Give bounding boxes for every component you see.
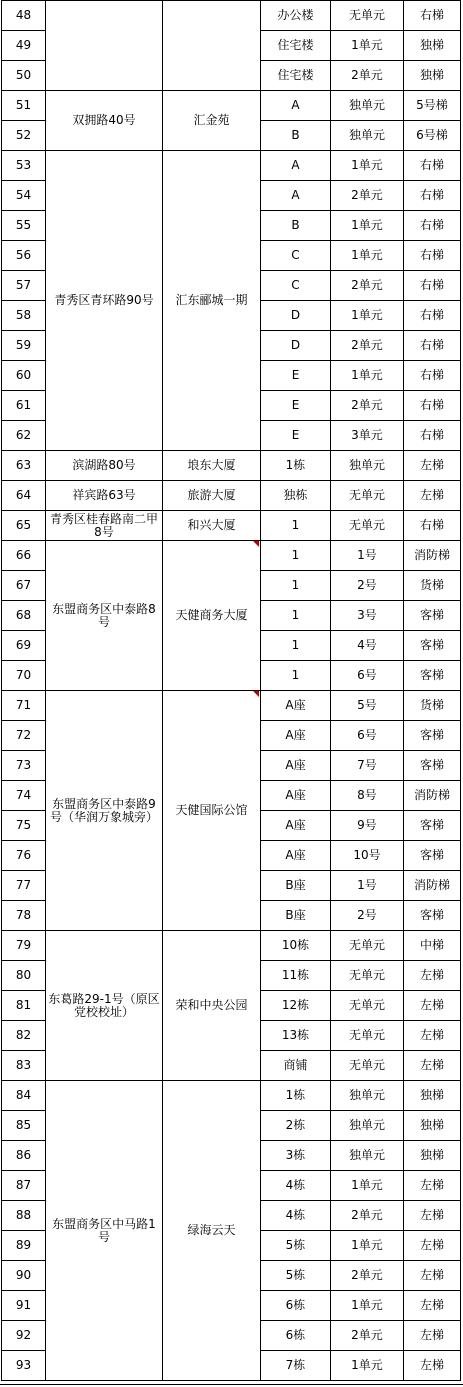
elevator-type-cell[interactable]: 5号梯	[404, 91, 461, 121]
elevator-type-cell[interactable]: 左梯	[404, 1321, 461, 1351]
unit-cell[interactable]: 1单元	[331, 1231, 404, 1261]
block-cell[interactable]: 6栋	[261, 1321, 331, 1351]
unit-cell[interactable]: 无单元	[331, 991, 404, 1021]
table-row	[2, 481, 461, 511]
comment-marker-icon	[253, 541, 259, 547]
block-cell[interactable]: 住宅楼	[261, 61, 331, 91]
block-cell[interactable]: E	[261, 361, 331, 391]
elevator-type-cell[interactable]: 中梯	[404, 931, 461, 961]
block-cell[interactable]: 1栋	[261, 451, 331, 481]
row-number-cell[interactable]: 68	[2, 601, 46, 631]
elevator-type-cell[interactable]: 右梯	[404, 151, 461, 181]
elevator-type-cell[interactable]: 左梯	[404, 1051, 461, 1081]
row-number-cell[interactable]: 74	[2, 781, 46, 811]
elevator-type-cell[interactable]: 右梯	[404, 361, 461, 391]
block-cell[interactable]: E	[261, 391, 331, 421]
row-number-cell[interactable]: 63	[2, 451, 46, 481]
row-number-cell[interactable]: 71	[2, 691, 46, 721]
block-cell[interactable]: A座	[261, 841, 331, 871]
row-number-cell[interactable]: 67	[2, 571, 46, 601]
row-number-cell[interactable]: 64	[2, 481, 46, 511]
row-number-cell[interactable]: 59	[2, 331, 46, 361]
elevator-type-cell[interactable]: 6号梯	[404, 121, 461, 151]
unit-cell[interactable]: 1号	[331, 541, 404, 571]
block-cell[interactable]: A	[261, 151, 331, 181]
elevator-type-cell[interactable]: 左梯	[404, 1351, 461, 1381]
block-cell[interactable]: 12栋	[261, 991, 331, 1021]
table-row	[2, 541, 461, 571]
block-cell[interactable]: A座	[261, 781, 331, 811]
unit-cell[interactable]: 1单元	[331, 241, 404, 271]
row-number-cell[interactable]: 73	[2, 751, 46, 781]
unit-cell[interactable]: 10号	[331, 841, 404, 871]
elevator-type-cell[interactable]: 左梯	[404, 961, 461, 991]
row-number-cell[interactable]: 81	[2, 991, 46, 1021]
block-cell[interactable]: 1	[261, 661, 331, 691]
block-cell[interactable]: A	[261, 181, 331, 211]
unit-cell[interactable]: 独单元	[331, 1111, 404, 1141]
block-cell[interactable]: A座	[261, 751, 331, 781]
unit-cell[interactable]: 3号	[331, 601, 404, 631]
unit-cell[interactable]: 无单元	[331, 1021, 404, 1051]
block-cell[interactable]: B座	[261, 871, 331, 901]
building-name-cell[interactable]: 天健国际公馆	[163, 691, 261, 931]
table-row	[2, 91, 461, 121]
building-name-cell[interactable]: 和兴大厦	[163, 511, 261, 541]
elevator-type-cell[interactable]: 左梯	[404, 1231, 461, 1261]
address-cell[interactable]: 东葛路29-1号（原区党校校址）	[46, 931, 163, 1081]
elevator-type-cell[interactable]: 客梯	[404, 631, 461, 661]
elevator-type-cell[interactable]: 客梯	[404, 661, 461, 691]
block-cell[interactable]: E	[261, 421, 331, 451]
row-number-cell[interactable]: 53	[2, 151, 46, 181]
block-cell[interactable]: 办公楼	[261, 1, 331, 31]
block-cell[interactable]: A座	[261, 811, 331, 841]
block-cell[interactable]: 5栋	[261, 1231, 331, 1261]
block-cell[interactable]: A座	[261, 691, 331, 721]
block-cell[interactable]: 10栋	[261, 931, 331, 961]
block-cell[interactable]: 1	[261, 511, 331, 541]
unit-cell[interactable]: 8号	[331, 781, 404, 811]
block-cell[interactable]: 6栋	[261, 1291, 331, 1321]
elevator-type-cell[interactable]: 独梯	[404, 1141, 461, 1171]
unit-cell[interactable]: 独单元	[331, 1141, 404, 1171]
block-cell[interactable]: 1	[261, 601, 331, 631]
unit-cell[interactable]: 2单元	[331, 61, 404, 91]
unit-cell[interactable]: 无单元	[331, 931, 404, 961]
building-name-cell[interactable]: 荣和中央公园	[163, 931, 261, 1081]
unit-cell[interactable]: 9号	[331, 811, 404, 841]
unit-cell[interactable]: 2单元	[331, 391, 404, 421]
elevator-type-cell[interactable]: 右梯	[404, 271, 461, 301]
elevator-type-cell[interactable]: 右梯	[404, 331, 461, 361]
unit-cell[interactable]: 独单元	[331, 451, 404, 481]
block-cell[interactable]: D	[261, 331, 331, 361]
block-cell[interactable]: 11栋	[261, 961, 331, 991]
table-row	[2, 151, 461, 181]
block-cell[interactable]: C	[261, 271, 331, 301]
elevator-type-cell[interactable]: 客梯	[404, 811, 461, 841]
row-number-cell[interactable]: 82	[2, 1021, 46, 1051]
row-number-cell[interactable]: 90	[2, 1261, 46, 1291]
unit-cell[interactable]: 2单元	[331, 181, 404, 211]
row-number-cell[interactable]: 66	[2, 541, 46, 571]
row-number-cell[interactable]: 87	[2, 1171, 46, 1201]
unit-cell[interactable]: 2单元	[331, 331, 404, 361]
elevator-type-cell[interactable]: 右梯	[404, 511, 461, 541]
divider	[0, 1384, 463, 1385]
row-number-cell[interactable]: 69	[2, 631, 46, 661]
unit-cell[interactable]: 2单元	[331, 1261, 404, 1291]
row-number-cell[interactable]: 61	[2, 391, 46, 421]
block-cell[interactable]: D	[261, 301, 331, 331]
address-cell[interactable]	[46, 1, 163, 91]
elevator-type-cell[interactable]: 独梯	[404, 31, 461, 61]
elevator-type-cell[interactable]: 客梯	[404, 721, 461, 751]
elevator-type-cell[interactable]: 客梯	[404, 901, 461, 931]
block-cell[interactable]: 独栋	[261, 481, 331, 511]
unit-cell[interactable]: 无单元	[331, 961, 404, 991]
elevator-type-cell[interactable]: 左梯	[404, 1291, 461, 1321]
elevator-type-cell[interactable]: 右梯	[404, 391, 461, 421]
row-number-cell[interactable]: 72	[2, 721, 46, 751]
unit-cell[interactable]: 独单元	[331, 121, 404, 151]
block-cell[interactable]: B	[261, 121, 331, 151]
elevator-type-cell[interactable]: 客梯	[404, 751, 461, 781]
block-cell[interactable]: 4栋	[261, 1171, 331, 1201]
elevator-type-cell[interactable]: 左梯	[404, 481, 461, 511]
unit-cell[interactable]: 1单元	[331, 31, 404, 61]
row-number-cell[interactable]: 58	[2, 301, 46, 331]
row-number-cell[interactable]: 84	[2, 1081, 46, 1111]
elevator-type-cell[interactable]: 消防梯	[404, 781, 461, 811]
unit-cell[interactable]: 6号	[331, 721, 404, 751]
unit-cell[interactable]: 1号	[331, 871, 404, 901]
block-cell[interactable]: 1	[261, 571, 331, 601]
building-name-cell[interactable]	[163, 1, 261, 91]
elevator-type-cell[interactable]: 消防梯	[404, 871, 461, 901]
row-number-cell[interactable]: 78	[2, 901, 46, 931]
block-cell[interactable]: 3栋	[261, 1141, 331, 1171]
address-cell[interactable]: 祥宾路63号	[46, 481, 163, 511]
address-cell[interactable]: 青秀区桂春路南二甲8号	[46, 511, 163, 541]
row-number-cell[interactable]: 54	[2, 181, 46, 211]
elevator-type-cell[interactable]: 左梯	[404, 1261, 461, 1291]
block-cell[interactable]: B	[261, 211, 331, 241]
block-cell[interactable]: 4栋	[261, 1201, 331, 1231]
building-name-cell[interactable]: 旅游大厦	[163, 481, 261, 511]
elevator-type-cell[interactable]: 右梯	[404, 301, 461, 331]
row-number-cell[interactable]: 91	[2, 1291, 46, 1321]
comment-marker-icon	[253, 691, 259, 697]
unit-cell[interactable]: 1单元	[331, 1171, 404, 1201]
building-name-cell[interactable]: 汇东郦城一期	[163, 151, 261, 451]
unit-cell[interactable]: 2单元	[331, 1321, 404, 1351]
unit-cell[interactable]: 2号	[331, 901, 404, 931]
row-number-cell[interactable]: 48	[2, 1, 46, 31]
elevator-type-cell[interactable]: 客梯	[404, 841, 461, 871]
elevator-type-cell[interactable]: 左梯	[404, 991, 461, 1021]
row-number-cell[interactable]: 83	[2, 1051, 46, 1081]
block-cell[interactable]: A	[261, 91, 331, 121]
elevator-type-cell[interactable]: 右梯	[404, 421, 461, 451]
row-number-cell[interactable]: 85	[2, 1111, 46, 1141]
address-cell[interactable]: 滨湖路80号	[46, 451, 163, 481]
block-cell[interactable]: 5栋	[261, 1261, 331, 1291]
building-name-cell[interactable]: 汇金苑	[163, 91, 261, 151]
row-number-cell[interactable]: 57	[2, 271, 46, 301]
block-cell[interactable]: 13栋	[261, 1021, 331, 1051]
row-number-cell[interactable]: 76	[2, 841, 46, 871]
unit-cell[interactable]: 无单元	[331, 1, 404, 31]
row-number-cell[interactable]: 55	[2, 211, 46, 241]
unit-cell[interactable]: 无单元	[331, 511, 404, 541]
table-body	[2, 1, 461, 1381]
row-number-cell[interactable]: 79	[2, 931, 46, 961]
row-number-cell[interactable]: 62	[2, 421, 46, 451]
row-number-cell[interactable]: 65	[2, 511, 46, 541]
elevator-type-cell[interactable]: 消防梯	[404, 541, 461, 571]
unit-cell[interactable]: 1单元	[331, 1351, 404, 1381]
address-cell[interactable]: 青秀区青环路90号	[46, 151, 163, 451]
row-number-cell[interactable]: 88	[2, 1201, 46, 1231]
building-name-cell[interactable]: 天健商务大厦	[163, 541, 261, 691]
unit-cell[interactable]: 无单元	[331, 1051, 404, 1081]
elevator-type-cell[interactable]: 左梯	[404, 1171, 461, 1201]
elevator-type-cell[interactable]: 独梯	[404, 1081, 461, 1111]
row-number-cell[interactable]: 80	[2, 961, 46, 991]
unit-cell[interactable]: 1单元	[331, 1291, 404, 1321]
row-number-cell[interactable]: 49	[2, 31, 46, 61]
elevator-type-cell[interactable]: 右梯	[404, 181, 461, 211]
block-cell[interactable]: 2栋	[261, 1111, 331, 1141]
table-row	[2, 1, 461, 31]
address-cell[interactable]: 双拥路40号	[46, 91, 163, 151]
elevator-type-cell[interactable]: 右梯	[404, 241, 461, 271]
table-row	[2, 1081, 461, 1111]
elevator-type-cell[interactable]: 独梯	[404, 1111, 461, 1141]
row-number-cell[interactable]: 77	[2, 871, 46, 901]
address-cell[interactable]: 东盟商务区中马路1号	[46, 1081, 163, 1381]
building-name-cell[interactable]: 绿海云天	[163, 1081, 261, 1381]
unit-cell[interactable]: 无单元	[331, 481, 404, 511]
unit-cell[interactable]: 1单元	[331, 361, 404, 391]
row-number-cell[interactable]: 50	[2, 61, 46, 91]
block-cell[interactable]: 住宅楼	[261, 31, 331, 61]
elevator-table	[1, 0, 461, 1381]
unit-cell[interactable]: 1单元	[331, 301, 404, 331]
block-cell[interactable]: A座	[261, 721, 331, 751]
row-number-cell[interactable]: 92	[2, 1321, 46, 1351]
block-cell[interactable]: C	[261, 241, 331, 271]
block-cell[interactable]: B座	[261, 901, 331, 931]
elevator-type-cell[interactable]: 右梯	[404, 1, 461, 31]
elevator-type-cell[interactable]: 独梯	[404, 61, 461, 91]
unit-cell[interactable]: 7号	[331, 751, 404, 781]
unit-cell[interactable]: 3单元	[331, 421, 404, 451]
table-row	[2, 511, 461, 541]
row-number-cell[interactable]: 75	[2, 811, 46, 841]
block-cell[interactable]: 1栋	[261, 1081, 331, 1111]
row-number-cell[interactable]: 51	[2, 91, 46, 121]
table-row	[2, 691, 461, 721]
elevator-type-cell[interactable]: 左梯	[404, 1201, 461, 1231]
row-number-cell[interactable]: 70	[2, 661, 46, 691]
unit-cell[interactable]: 1单元	[331, 151, 404, 181]
unit-cell[interactable]: 独单元	[331, 1081, 404, 1111]
building-name-cell[interactable]: 埌东大厦	[163, 451, 261, 481]
elevator-type-cell[interactable]: 客梯	[404, 601, 461, 631]
table-row	[2, 931, 461, 961]
unit-cell[interactable]: 1单元	[331, 211, 404, 241]
table-row	[2, 451, 461, 481]
unit-cell[interactable]: 独单元	[331, 91, 404, 121]
row-number-cell[interactable]: 56	[2, 241, 46, 271]
unit-cell[interactable]: 2单元	[331, 271, 404, 301]
unit-cell[interactable]: 2单元	[331, 1201, 404, 1231]
address-cell[interactable]: 东盟商务区中泰路9号（华润万象城旁）	[46, 691, 163, 931]
row-number-cell[interactable]: 86	[2, 1141, 46, 1171]
block-cell[interactable]: 1	[261, 631, 331, 661]
elevator-type-cell[interactable]: 左梯	[404, 451, 461, 481]
unit-cell[interactable]: 5号	[331, 691, 404, 721]
row-number-cell[interactable]: 93	[2, 1351, 46, 1381]
elevator-type-cell[interactable]: 左梯	[404, 1021, 461, 1051]
unit-cell[interactable]: 2号	[331, 571, 404, 601]
block-cell[interactable]: 1	[261, 541, 331, 571]
unit-cell[interactable]: 4号	[331, 631, 404, 661]
row-number-cell[interactable]: 60	[2, 361, 46, 391]
address-cell[interactable]: 东盟商务区中泰路8号	[46, 541, 163, 691]
elevator-type-cell[interactable]: 货梯	[404, 691, 461, 721]
elevator-type-cell[interactable]: 货梯	[404, 571, 461, 601]
block-cell[interactable]: 商铺	[261, 1051, 331, 1081]
elevator-type-cell[interactable]: 右梯	[404, 211, 461, 241]
unit-cell[interactable]: 6号	[331, 661, 404, 691]
block-cell[interactable]: 7栋	[261, 1351, 331, 1381]
row-number-cell[interactable]: 89	[2, 1231, 46, 1261]
row-number-cell[interactable]: 52	[2, 121, 46, 151]
